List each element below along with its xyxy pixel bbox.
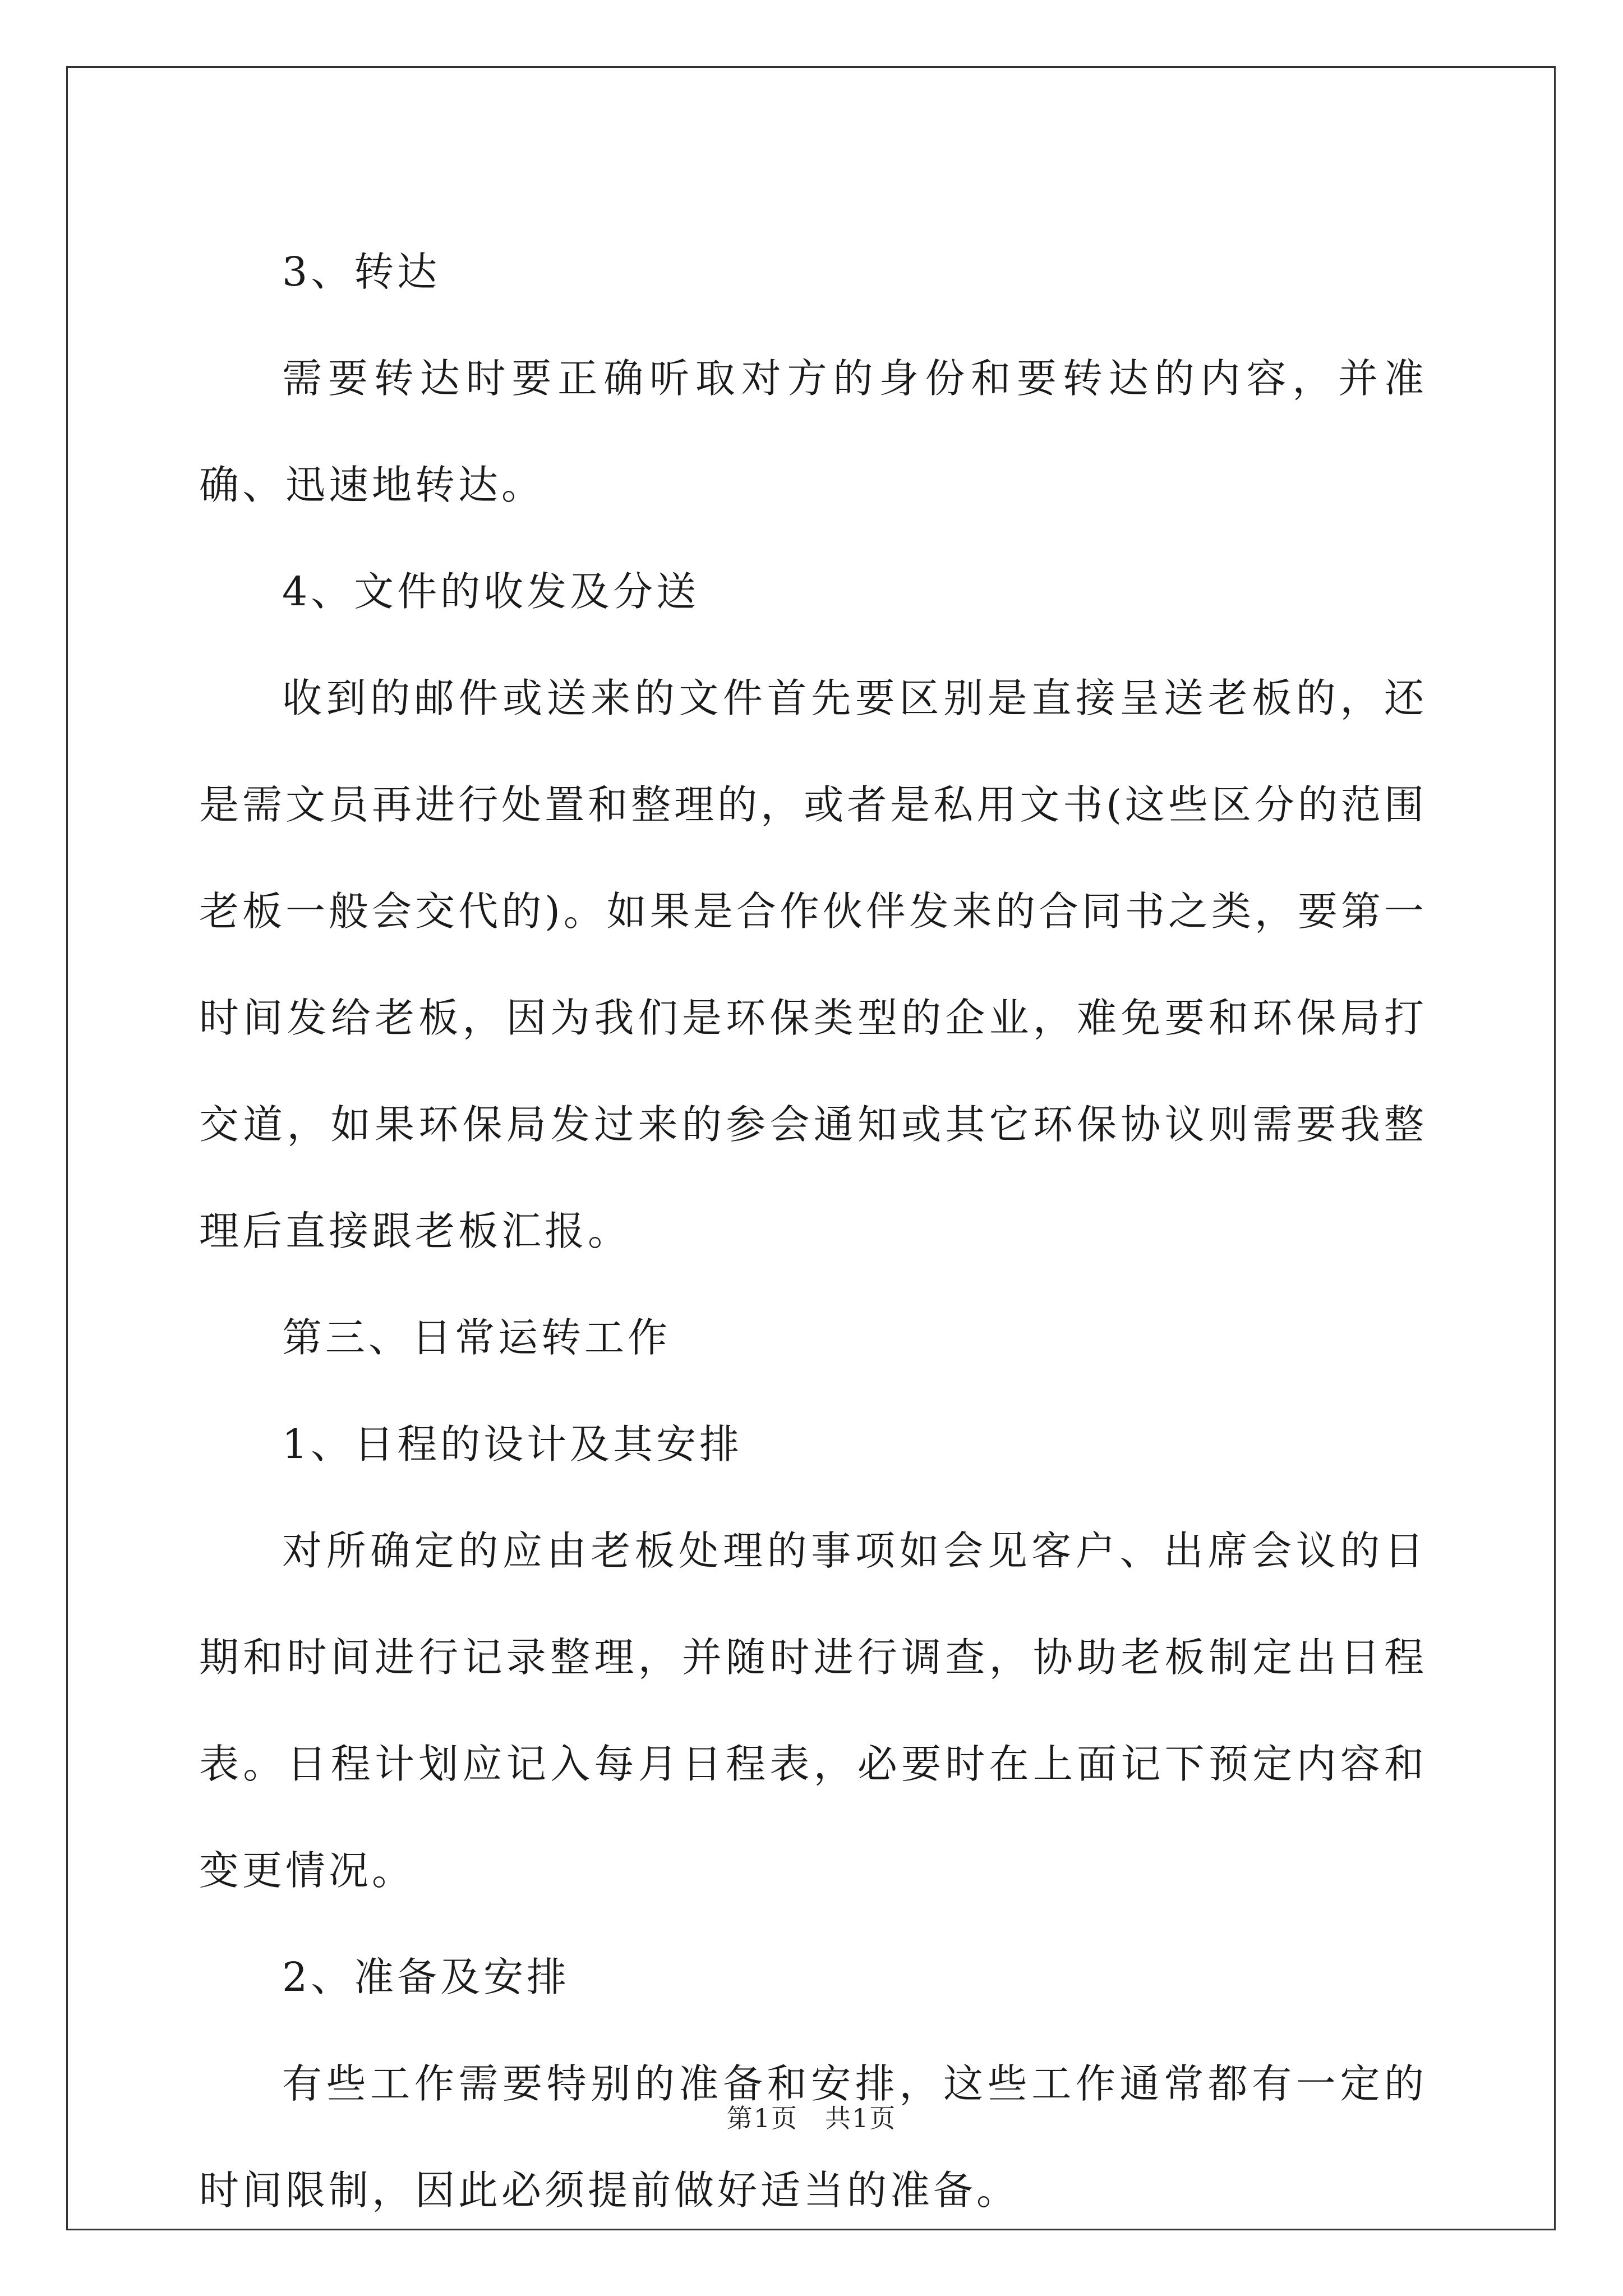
paragraph-preparation: 有些工作需要特别的准备和安排，这些工作通常都有一定的时间限制，因此必须提前做好适当的准备。 — [199, 2060, 1427, 2214]
heading-relay: 3、转达 — [282, 249, 441, 295]
heading-daily-operations: 第三、日常运转工作 — [282, 1314, 671, 1361]
paragraph-relay: 需要转达时要正确听取对方的身份和要转达的内容，并准确、迅速地转达。 — [199, 355, 1427, 508]
paragraph-schedule-design: 对所确定的应由老板处理的事项如会见客户、出席会议的日期和时间进行记录整理，并随时进行调查，协助老板制定出日程表。日程计划应记入每月日程表，必要时在上面记下预定内容和变更情况。 — [199, 1527, 1427, 1894]
heading-document-distribution: 4、文件的收发及分送 — [282, 568, 700, 615]
document-body — [199, 219, 1427, 2244]
page-number-footer: 第1页 共1页 — [726, 2103, 897, 2133]
heading-preparation: 2、准备及安排 — [282, 1954, 570, 2000]
heading-schedule-design: 1、日程的设计及其安排 — [282, 1421, 743, 1467]
paragraph-document-distribution: 收到的邮件或送来的文件首先要区别是直接呈送老板的，还是需文员再进行处置和整理的，或者是私用文书(这些区分的范围老板一般会交代的)。如果是合作伙伴发来的合同书之类，要第一时间发给老板，因为我们是环保类型的企业，难免要和环保局打交道，如果环保局发过来的参会通知或其它环保协议则需要我整理后直接跟老板汇报。 — [199, 675, 1427, 1254]
